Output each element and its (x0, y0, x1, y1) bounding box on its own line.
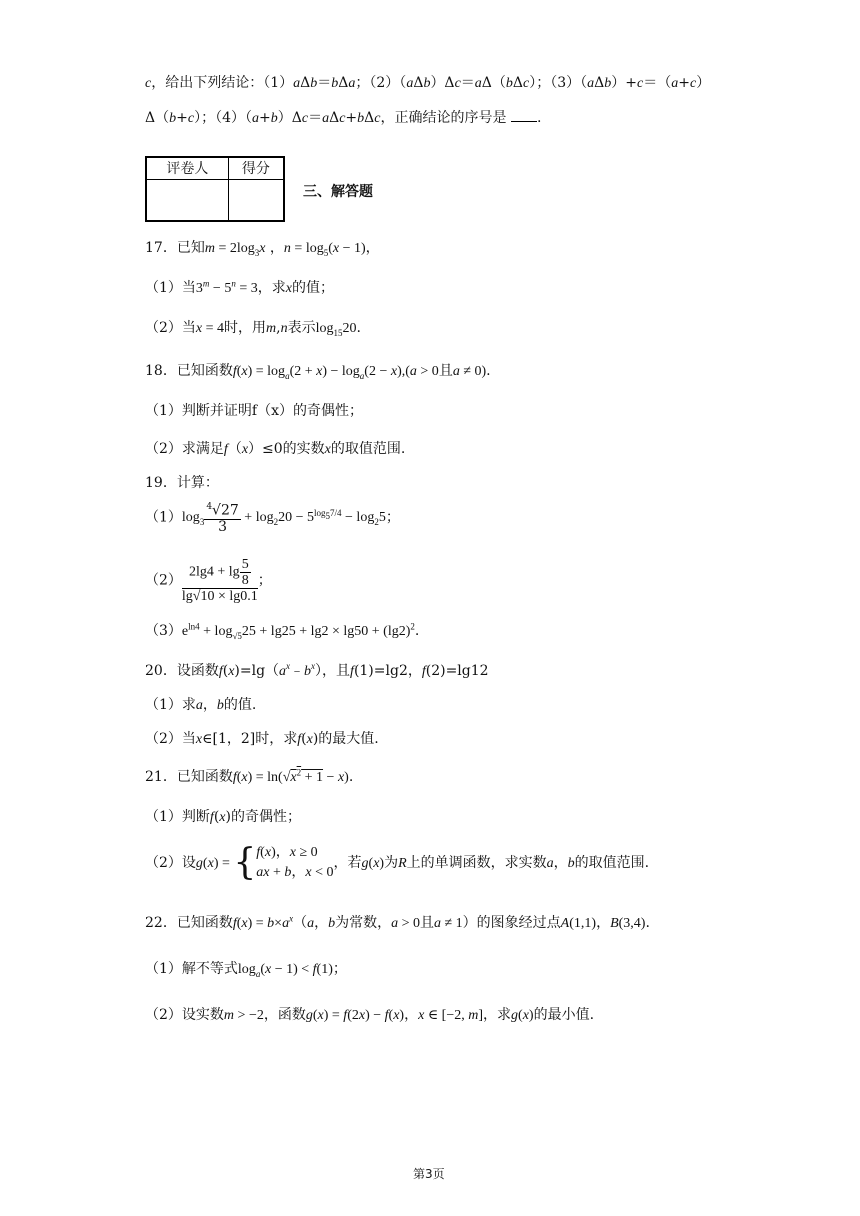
q20-part1: （1）求a，b的值. (145, 697, 257, 713)
q19-part1: $(1)\log_3$ $\frac{^4√27}{3}$ + $\log_220 - 5^{log_57/4} - \log_25$； (145, 502, 400, 535)
q18-part1: （1）判断并证明f（x）的奇偶性； (145, 403, 363, 419)
q21-stem: 21．已知函数$f(x) = \ln(√x^2 + 1 - x)$. (145, 767, 354, 785)
grader-header: 评卷人 (146, 157, 228, 179)
q21-part2: （2）设g(x) = { f(x)，x ≥ 0 ax + b，x < 0 ，若g(x)为R上的单调函数，求实数a，b的取值范围. (145, 842, 650, 883)
q22-stem: 22．已知函数$f(x) = b\times a^x(a$，b为常数，a > 0且a ≠ 1）的图象经过点A(1,1)，B(3,4). (145, 913, 650, 931)
q20-stem: 20．设函数$f(x)=\lg(a^x﹣b^x)$，且f(1)=lg2，f(2)=lg12 (145, 661, 489, 679)
q19-stem: 19．计算： (145, 475, 219, 491)
q22-part1: （1）解不等式$\log_a(x - 1) < f(1)$； (145, 961, 347, 979)
score-header: 得分 (228, 157, 284, 179)
score-cell (228, 179, 284, 221)
q20-part2: （2）当x∈[1，2]时，求f(x)的最大值. (145, 731, 379, 747)
score-table (145, 156, 285, 222)
q16-tail-line2: Δ（b+c）；（4）（a+b）Δc＝aΔc+bΔc，正确结论的序号是 . (145, 110, 542, 126)
q18-part2: （2）求满足f（x）≤0的实数x的取值范围. (145, 441, 406, 457)
grader-cell (146, 179, 228, 221)
q18-stem: 18．已知函数$f(x) = \log_a(2 + x) - \log_a(2 - x),(a > 0$且a ≠ 0). (145, 363, 491, 381)
q17-part2: （2）当x = 4时，用m,n表示$\log_{15}20$. (145, 320, 361, 338)
q17-part1: （1）当$3^m - 5^n = 3$，求x的值； (145, 278, 334, 296)
q19-part3: $(3)e^{ln4} + \log_{√5}25 + \lg 25 + \lg 2 \times \lg 50 + (\lg 2)^2$. (145, 621, 420, 641)
section-title: 三、解答题 (303, 184, 373, 200)
q22-part2: （2）设实数m > −2，函数g(x) = f(2x) − f(x)，x ∈ [−2, m]，求g(x)的最小值. (145, 1007, 595, 1023)
q21-part1: （1）判断f(x)的奇偶性； (145, 809, 301, 825)
q17-stem: 17．已知$m = 2\log_3x$ ，$n = \log_5(x - 1)$， (145, 240, 380, 258)
page-number: 第3页 (413, 1167, 445, 1181)
q19-part2: （2） 2lg4 + lg $\frac{5}{8}$ lg√10 × lg0.1 ； (145, 557, 272, 604)
q16-tail-line1: c，给出下列结论：（1）aΔb＝bΔa；（2）（aΔb）Δc＝aΔ（bΔc）；（3）（aΔb）+c＝（a+c） (145, 75, 711, 91)
